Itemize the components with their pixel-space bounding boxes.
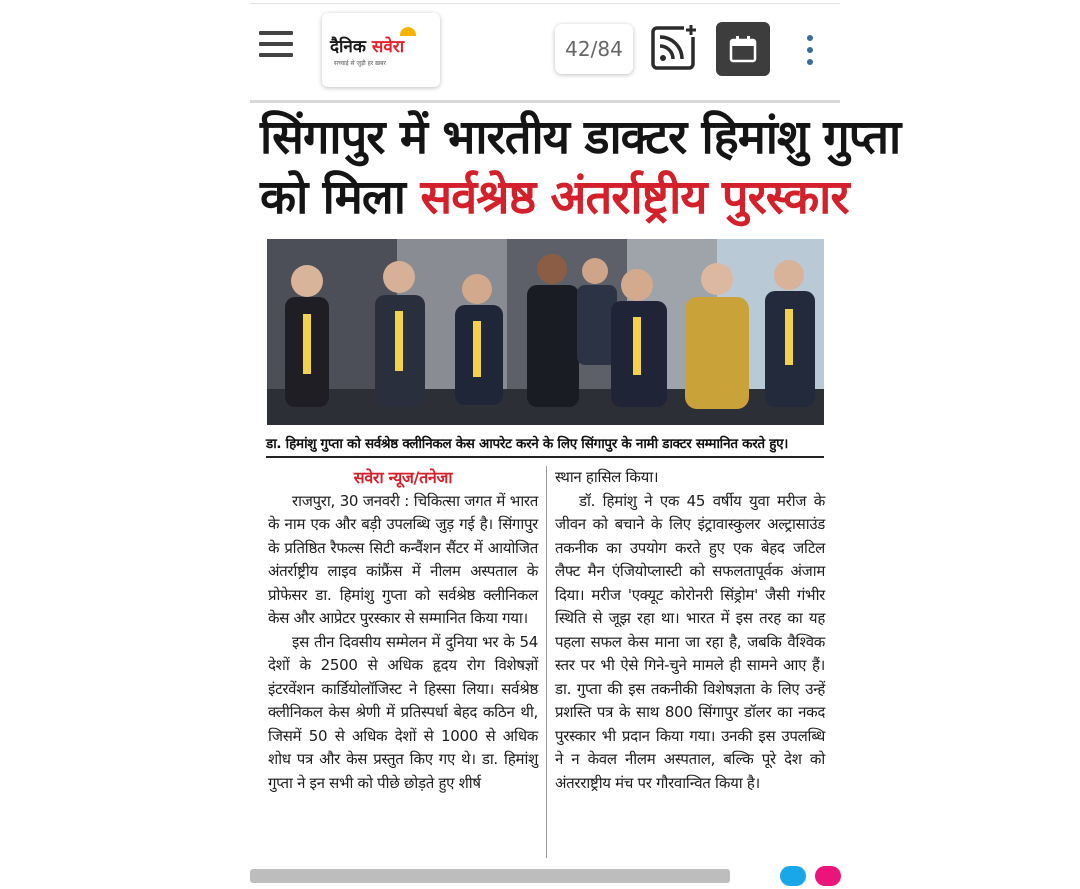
- headline-highlight: सर्वश्रेष्ठ अंतर्राष्ट्रीय पुरस्कार: [420, 170, 849, 225]
- paragraph: डॉ. हिमांशु ने एक 45 वर्षीय युवा मरीज के जीवन को बचाने के लिए इंट्रावास्कुलर अल्ट्रासाउंड तकनीक का उपयोग करते हुए एक बेहद जटिल लैफ्ट मैन एंजियोप्लास्टी को सफलतापूर्वक अंजाम दिया। मरीज 'एक्यूट कोरोनरी सिंड्रोम' जैसी गंभीर स्थिति से जूझ रहा था। भारत में इस तरह का यह पहला सफल केस माना जा रहा है, जबकि वैश्विक स्तर पर भी ऐसे गिने-चुने मामले ही सामने आए हैं। डा. गुप्ता की इस तकनीकी विशेषज्ञता के लिए उन्हें प्रशस्ति पत्र के साथ 800 सिंगापुर डॉलर का नकद पुरस्कार भी प्रदान किया गया। उनकी इस उपलब्धि ने न केवल नीलम अस्पताल, बल्कि पूरे देश को अंतरराष्ट्रीय मंच पर गौरवान्वित किया है।: [555, 491, 825, 792]
- page-indicator-dot-active[interactable]: [815, 866, 841, 886]
- article-photo: [267, 239, 824, 425]
- headline-line-1: सिंगापुर में भारतीय डाक्टर हिमांशु गुप्ता: [260, 110, 901, 165]
- paragraph: राजपुरा, 30 जनवरी : चिकित्सा जगत में भारत के नाम एक और बड़ी उपलब्धि जुड़ गई है। सिंगापुर के प्रतिष्ठित रैफल्स सिटी कन्वैंशन सैंटर में आयोजित अंतर्राष्ट्रीय लाइव कांफ्रैंस में नीलम अस्पताल के प्रोफेसर डा. हिमांशु गुप्ता को सर्वश्रेष्ठ क्लीनिकल केस और आप्रेटर पुरस्कार से सम्मानित किया गया।: [268, 491, 538, 627]
- top-divider: [250, 3, 840, 4]
- article-column-1: [268, 466, 538, 795]
- page-indicator-dot[interactable]: [780, 866, 806, 886]
- caption-rule: [266, 456, 824, 458]
- column-divider: [546, 466, 547, 858]
- more-vertical-icon[interactable]: [800, 35, 820, 71]
- calendar-icon[interactable]: [716, 22, 770, 76]
- rss-add-icon[interactable]: [650, 22, 700, 72]
- paragraph: इस तीन दिवसीय सम्मेलन में दुनिया भर के 54 देशों के 2500 से अधिक हृदय रोग विशेषज्ञों इंटरवेंशन कार्डियोलॉजिस्ट ने हिस्सा लिया। सर्वश्रेष्ठ क्लीनिकल केस श्रेणी में प्रतिस्पर्धा बेहद कठिन थी, जिसमें 50 से अधिक देशों से 1000 से अधिक शोध पत्र और केस प्रस्तुत किए गए थे। डा. हिमांशु गुप्ता ने इन सभी को पीछे छोड़ते हुए शीर्ष: [268, 632, 538, 792]
- paragraph: स्थान हासिल किया।: [555, 468, 659, 486]
- menu-icon[interactable]: [259, 31, 293, 59]
- headline-line-2: को मिला सर्वश्रेष्ठ अंतर्राष्ट्रीय पुरस्कार: [260, 170, 849, 225]
- logo-title: दैनिक सवेरा: [330, 37, 405, 57]
- horizontal-scrollbar[interactable]: [250, 869, 730, 883]
- page-counter-button[interactable]: 42/84: [555, 24, 633, 74]
- article-column-2: [555, 466, 825, 795]
- byline: सवेरा न्यूज/तनेजा: [353, 468, 453, 487]
- newspaper-logo[interactable]: [322, 13, 440, 87]
- photo-caption: डा. हिमांशु गुप्ता को सर्वश्रेष्ठ क्लीनिकल केस आपरेट करने के लिए सिंगापुर के नामी डाक्टर सम्मानित करते हुए।: [266, 436, 789, 452]
- article-headline: [260, 108, 901, 228]
- logo-tagline: सच्चाई से जुड़ी हर ख़बर: [334, 60, 386, 67]
